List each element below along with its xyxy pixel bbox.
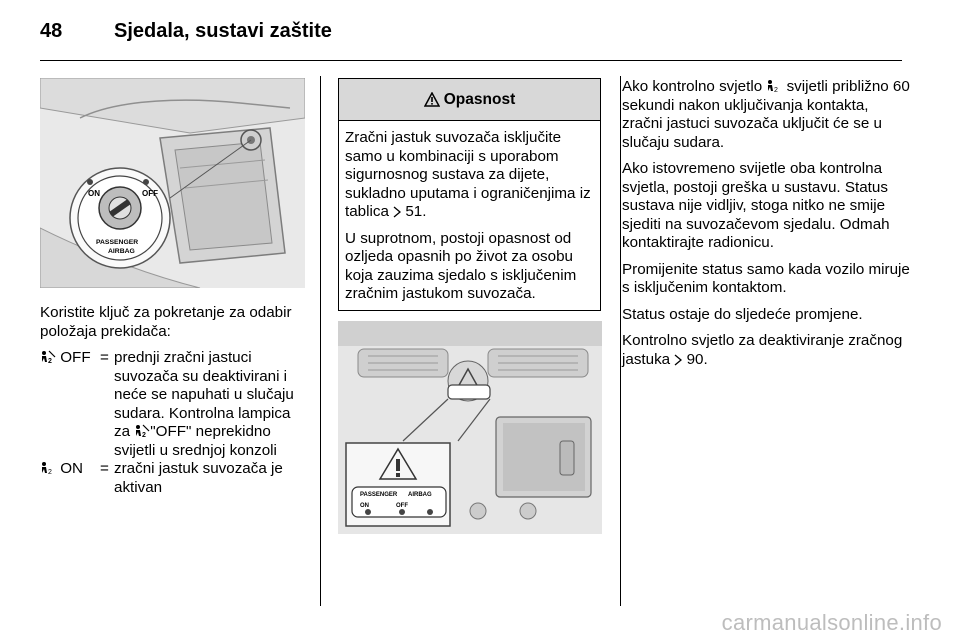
page-header: [40, 20, 332, 50]
danger-warning-box: [338, 78, 601, 311]
definition-desc-off: prednji zračni jastuci suvozača su deaktivirani i neće se napuhati u slučaju sudara. Kontrolna lampica za 2 "OFF" neprekidno svijetli u srednjoj konzoli: [114, 349, 294, 459]
dashboard-indicator-illustration: [338, 321, 602, 534]
page-number: 48: [40, 20, 63, 42]
paragraph-on-indicator: Ako kontrolno svjetlo 2 svijetli približno 60 sekundi nakon uključivanja kontakta, zračni jastuci suvozača uključit će se u slučaju sudara.: [622, 78, 910, 151]
switch-label-off: OFF: [142, 189, 158, 198]
warning-title: Opasnost: [443, 90, 516, 108]
switch-label-on: ON: [88, 189, 100, 198]
svg-text:2: 2: [142, 432, 147, 438]
column-middle: [338, 78, 601, 534]
indicator-label-passenger: PASSENGER: [360, 491, 398, 498]
airbag-off-icon: [40, 350, 56, 364]
indicator-label-off: OFF: [396, 502, 408, 509]
intro-text: Koristite ključ za pokretanje za odabir položaja prekidača:: [40, 304, 292, 340]
definition-term-off: OFF: [60, 349, 91, 366]
switch-position-list: [40, 349, 305, 497]
switch-label-airbag: AIRBAG: [108, 248, 135, 255]
switch-label-passenger: PASSENGER: [96, 239, 139, 246]
paragraph-change-status: Promijenite status samo kada vozilo miruje s isključenim kontaktom.: [622, 260, 910, 296]
definition-term-on: ON: [60, 460, 84, 477]
page-reference-51[interactable]: 51.: [405, 203, 427, 220]
airbag-on-icon: [40, 461, 56, 475]
svg-text:2: 2: [48, 469, 52, 475]
warning-paragraph-2: U suprotnom, postoji opasnost od ozljeda opasnih po život za osobu koja zauzima sjedalo s isključenim zračnim jastukom suvozača.: [345, 229, 577, 302]
airbag-off-icon: [134, 424, 150, 438]
indicator-label-on: ON: [360, 502, 369, 509]
paragraph-both-lights: Ako istovremeno svijetle oba kontrolna svjetla, postoji greška u sustavu. Status sustava nije vidljiv, stoga nitko ne smije sjediti na suvozačevom sjedalu. Odmah kontaktirajte radionicu.: [622, 160, 890, 251]
definition-on: 2 ON = zračni jastuk suvozača je aktivan: [40, 460, 305, 497]
svg-text:2: 2: [774, 87, 779, 93]
chapter-title: Sjedala, sustavi zaštite: [114, 20, 332, 42]
warning-triangle-icon: [424, 92, 440, 107]
indicator-label-airbag: AIRBAG: [408, 491, 432, 498]
column-left: [40, 78, 305, 497]
page-reference-icon[interactable]: [393, 206, 401, 218]
column-divider-left: [320, 76, 321, 606]
column-right: [622, 78, 912, 377]
glovebox-switch-illustration: [40, 78, 305, 288]
page-reference-90[interactable]: 90.: [686, 350, 708, 368]
page-reference-icon[interactable]: [674, 354, 682, 366]
paragraph-status-remains: Status ostaje do sljedeće promjene.: [622, 305, 863, 323]
paragraph-deactivation-light: Kontrolno svjetlo za deaktiviranje zračnog jastuka 90.: [622, 332, 903, 368]
header-rule: [40, 60, 902, 61]
warning-header: [339, 79, 600, 121]
definition-desc-on: zračni jastuk suvozača je aktivan: [114, 460, 283, 496]
warning-body: [339, 121, 600, 310]
airbag-on-icon: [766, 79, 782, 93]
column-divider-right: [620, 76, 621, 606]
svg-text:2: 2: [48, 358, 52, 364]
warning-paragraph-1: Zračni jastuk suvozača isključite samo u kombinaciji s uporabom sigurnosnog sustava za dijete, sukladno uputama i ograničenjima iz tablica 51.: [345, 129, 591, 220]
watermark: carmanualsonline.info: [721, 610, 942, 635]
definition-off: 2 OFF = prednji zračni jastuci suvozača su deaktivirani i neće se napuhati u slučaju sudara. Kontrolna lampica za 2 "OFF" neprekidno svijetli u srednjoj konzoli: [40, 349, 305, 460]
